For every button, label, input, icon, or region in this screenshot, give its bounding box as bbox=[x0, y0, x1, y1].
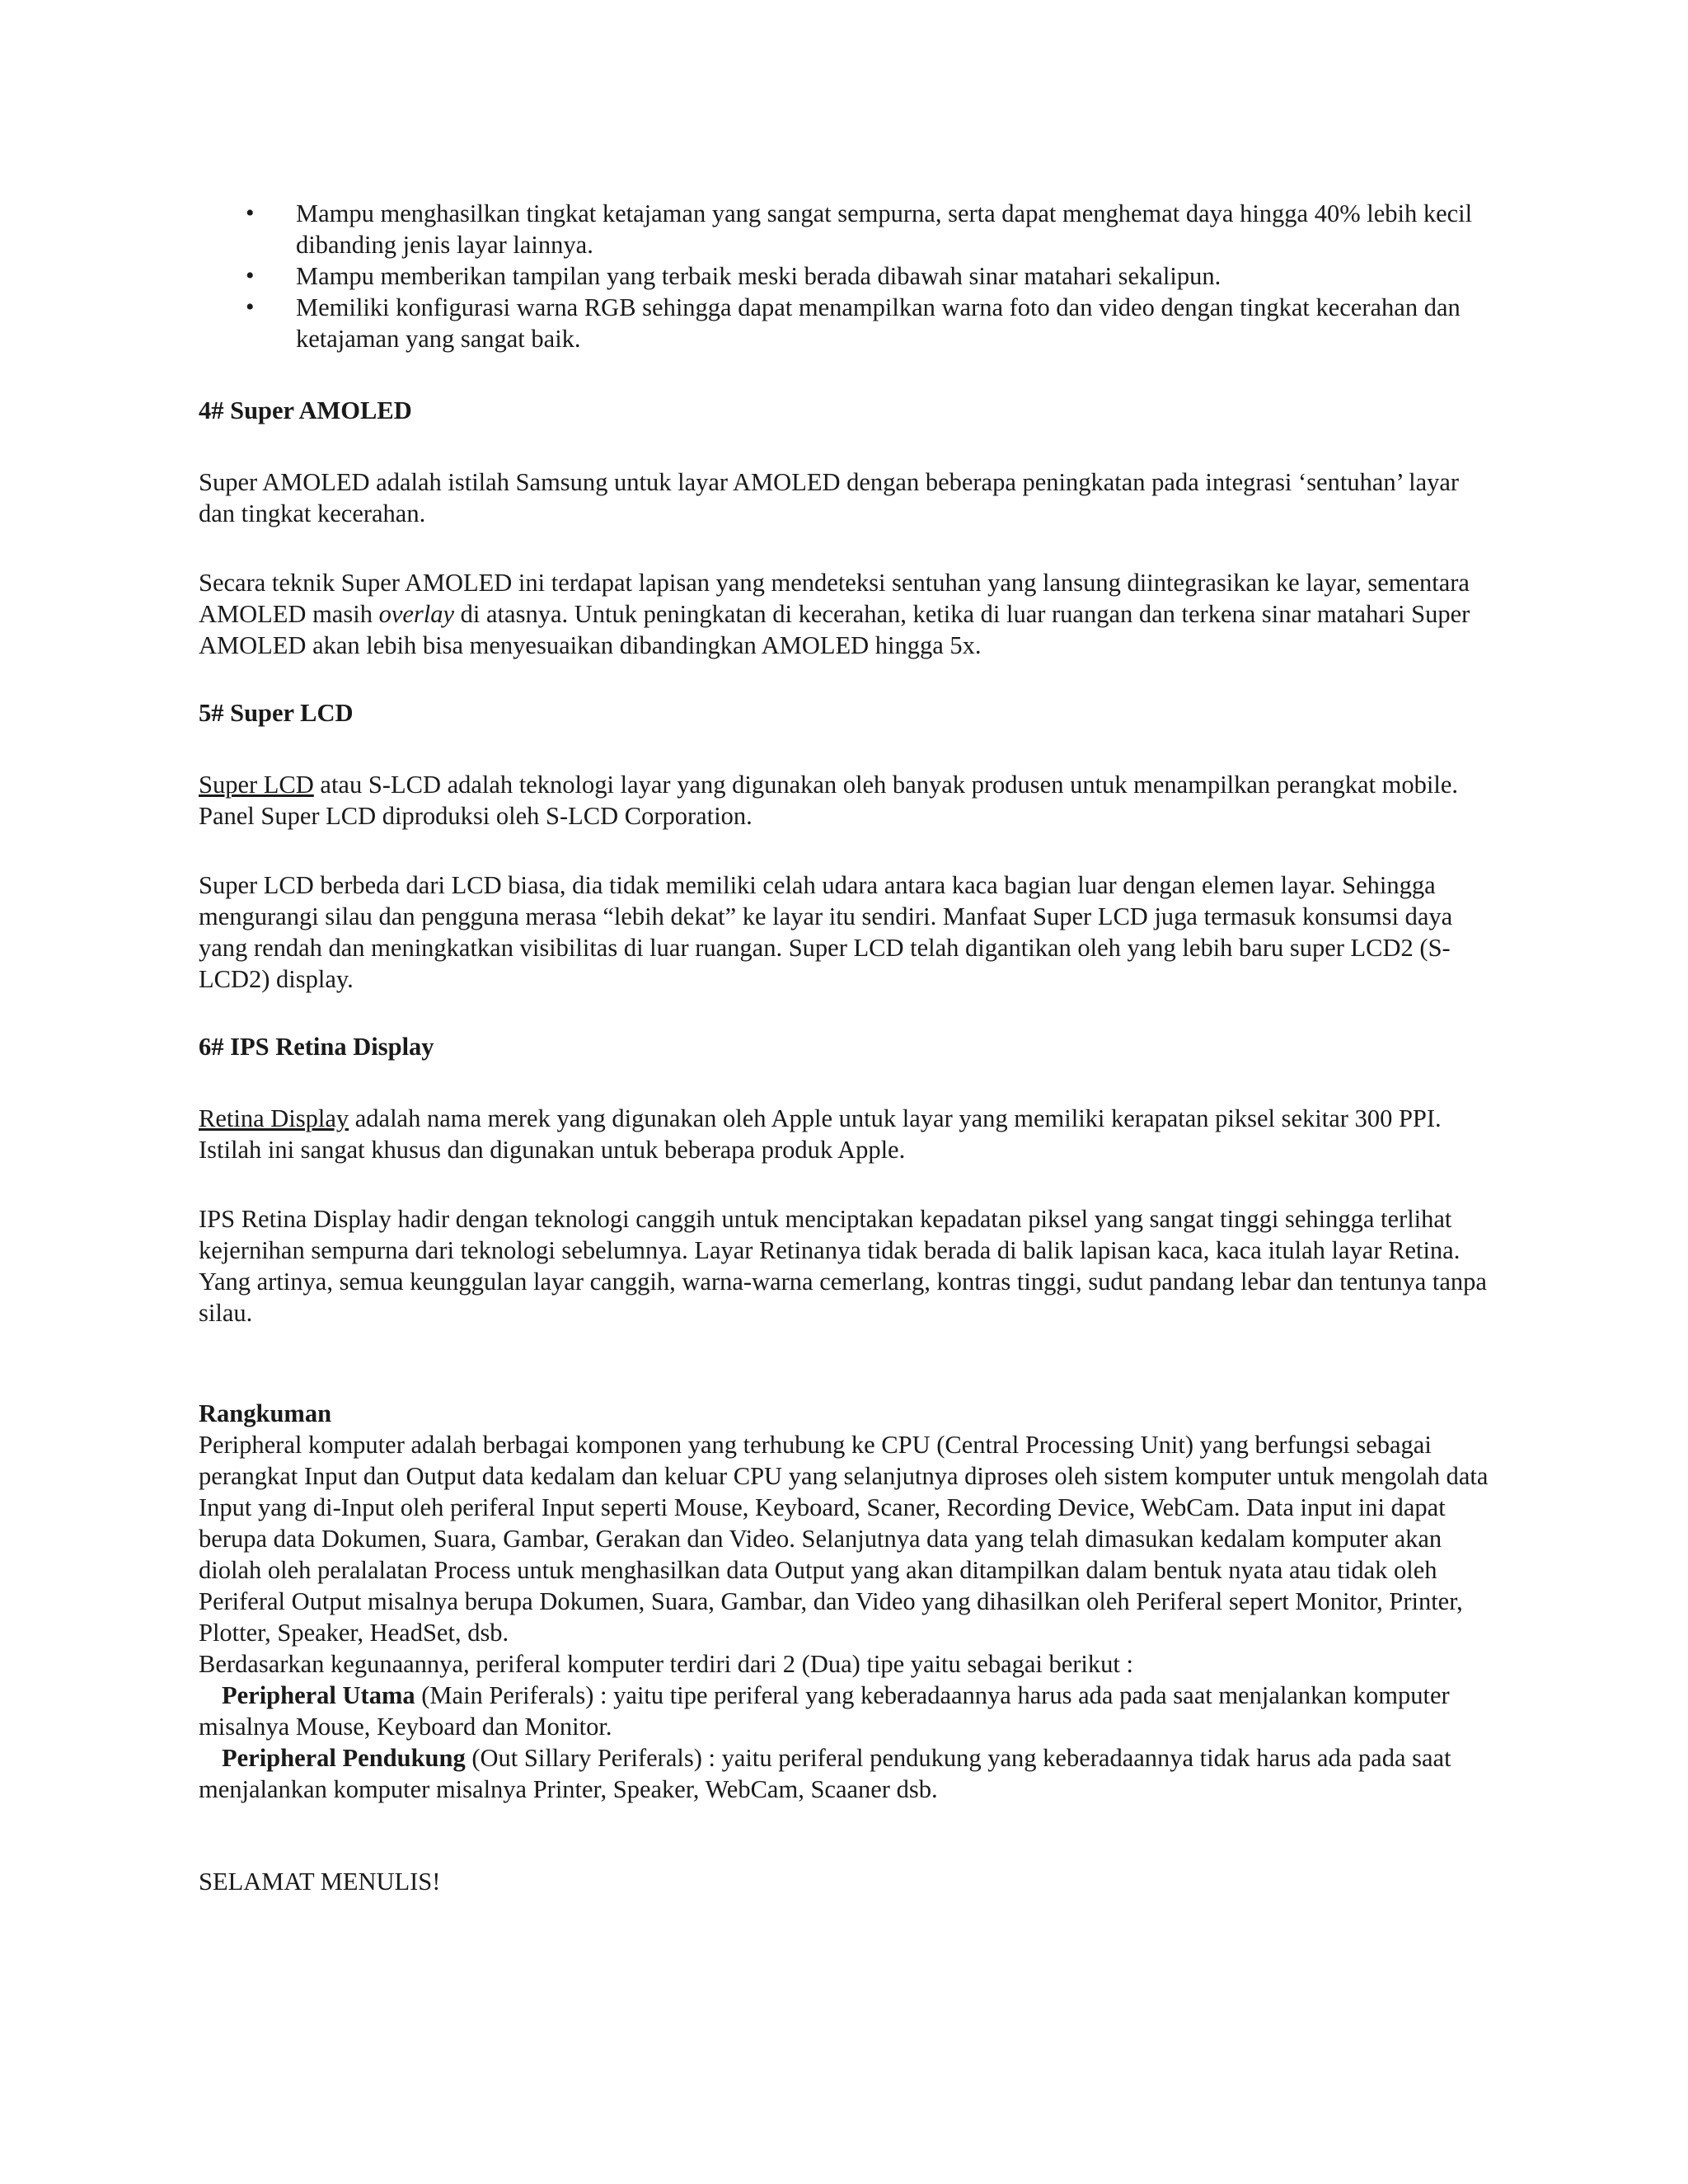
feature-bullet-list bbox=[199, 198, 1501, 354]
paragraph-text: Super LCD berbeda dari LCD biasa, dia tidak memiliki celah udara antara kaca bagian luar dengan elemen layar. Sehingga mengurangi silau dan pengguna merasa “lebih dekat” ke layar itu sendiri. Manfaat Super LCD juga termasuk konsumsi daya yang rendah dan meningkatkan visibilitas di luar ruangan. Super LCD telah digantikan oleh yang lebih baru super LCD2 (S-LCD2) display. bbox=[199, 871, 1453, 993]
super-amoled-paragraph-1 bbox=[199, 466, 1501, 529]
bullet-text: Memiliki konfigurasi warna RGB sehingga dapat menampilkan warna foto dan video dengan tingkat kecerahan dan ketajaman yang sangat baik. bbox=[296, 293, 1461, 353]
heading-super-lcd: 5# Super LCD bbox=[199, 699, 354, 727]
rangkuman-paragraph: Peripheral komputer adalah berbagai komponen yang terhubung ke CPU (Central Processing Unit) yang berfungsi sebagai perangkat Input dan Output data kedalam dan keluar CPU yang selanjutnya diproses oleh sistem komputer untuk mengolah data Input yang di-Input oleh periferal Input seperti Mouse, Keyboard, Scaner, Recording Device, WebCam. Data input ini dapat berupa data Dokumen, Suara, Gambar, Gerakan dan Video. Selanjutnya data yang telah dimasukan kedalam komputer akan diolah oleh peralalatan Process untuk menghasilkan data Output yang akan ditampilkan dalam bentuk nyata atau tidak oleh Periferal Output misalnya berupa Dokumen, Suara, Gambar, dan Video yang dihasilkan oleh Periferal sepert Monitor, Printer, Plotter, Speaker, HeadSet, dsb. bbox=[199, 1431, 1489, 1647]
text-run: (Out Sillary Periferals) : yaitu periferal pendukung yang keberadaannya tidak harus ada pada saat menjalankan komputer misalnya Printer, Speaker, WebCam, Scaaner dsb. bbox=[199, 1744, 1451, 1803]
paragraph-text bbox=[199, 769, 1501, 832]
heading-ips-retina: 6# IPS Retina Display bbox=[199, 1033, 434, 1061]
super-lcd-paragraph-2 bbox=[199, 869, 1501, 995]
ips-retina-paragraph-2 bbox=[199, 1203, 1501, 1329]
super-lcd-link[interactable]: Super LCD bbox=[199, 771, 314, 799]
peripheral-item-utama bbox=[199, 1680, 1501, 1742]
peripheral-item-pendukung bbox=[199, 1742, 1501, 1805]
text-run: Secara teknik Super AMOLED ini terdapat lapisan yang mendeteksi sentuhan yang lansung diintegrasikan ke layar, sementara AMOLED masih bbox=[199, 569, 1470, 628]
heading-super-amoled: 4# Super AMOLED bbox=[199, 396, 412, 424]
bullet-icon: • bbox=[246, 293, 255, 321]
bullet-text: Mampu menghasilkan tingkat ketajaman yang sangat sempurna, serta dapat menghemat daya hingga 40% lebih kecil dibanding jenis layar lainnya. bbox=[296, 199, 1473, 259]
ips-retina-paragraph-1 bbox=[199, 1103, 1501, 1165]
bullet-text: Mampu memberikan tampilan yang terbaik meski berada dibawah sinar matahari sekalipun. bbox=[296, 262, 1221, 290]
paragraph-text bbox=[199, 567, 1501, 661]
italic-term: overlay bbox=[378, 600, 455, 628]
rangkuman-intro: Berdasarkan kegunaannya, periferal komputer terdiri dari 2 (Dua) tipe yaitu sebagai berikut : bbox=[199, 1650, 1133, 1678]
paragraph-text: IPS Retina Display hadir dengan teknologi canggih untuk menciptakan kepadatan piksel yang sangat tinggi sehingga terlihat kejernihan sempurna dari teknologi sebelumnya. Layar Retinanya tidak berada di balik lapisan kaca, kaca itulah layar Retina. Yang artinya, semua keunggulan layar canggih, warna-warna cemerlang, kontras tinggi, sudut pandang lebar dan tentunya tanpa silau. bbox=[199, 1205, 1487, 1327]
bullet-icon: • bbox=[246, 262, 255, 289]
term-bold: Peripheral Pendukung bbox=[222, 1744, 466, 1772]
text-run: adalah nama merek yang digunakan oleh Apple untuk layar yang memiliki kerapatan piksel sekitar 300 PPI. Istilah ini sangat khusus dan digunakan untuk beberapa produk Apple. bbox=[199, 1104, 1442, 1164]
list-item bbox=[199, 198, 1501, 260]
paragraph-text: Super AMOLED adalah istilah Samsung untuk layar AMOLED dengan beberapa peningkatan pada integrasi ‘sentuhan’ layar dan tingkat kecerahan. bbox=[199, 468, 1460, 527]
bullet-icon: • bbox=[246, 199, 255, 227]
rangkuman-section bbox=[199, 1398, 1501, 1805]
text-run: di atasnya. Untuk peningkatan di kecerahan, ketika di luar ruangan dan terkena sinar matahari Super AMOLED akan lebih bisa menyesuaikan dibandingkan AMOLED hingga 5x. bbox=[199, 600, 1470, 659]
heading-rangkuman: Rangkuman bbox=[199, 1399, 332, 1427]
term-bold: Peripheral Utama bbox=[222, 1681, 415, 1709]
list-item bbox=[199, 292, 1501, 354]
closing-text: SELAMAT MENULIS! bbox=[199, 1868, 441, 1896]
super-lcd-paragraph-1 bbox=[199, 769, 1501, 832]
paragraph-text bbox=[199, 1103, 1501, 1165]
retina-display-link[interactable]: Retina Display bbox=[199, 1104, 349, 1132]
text-run: (Main Periferals) : yaitu tipe periferal yang keberadaannya harus ada pada saat menjalankan komputer misalnya Mouse, Keyboard dan Monitor. bbox=[199, 1681, 1450, 1741]
text-run: atau S-LCD adalah teknologi layar yang digunakan oleh banyak produsen untuk menampilkan perangkat mobile. Panel Super LCD diproduksi oleh S-LCD Corporation. bbox=[199, 771, 1459, 830]
list-item bbox=[199, 260, 1501, 292]
super-amoled-paragraph-2 bbox=[199, 567, 1501, 661]
